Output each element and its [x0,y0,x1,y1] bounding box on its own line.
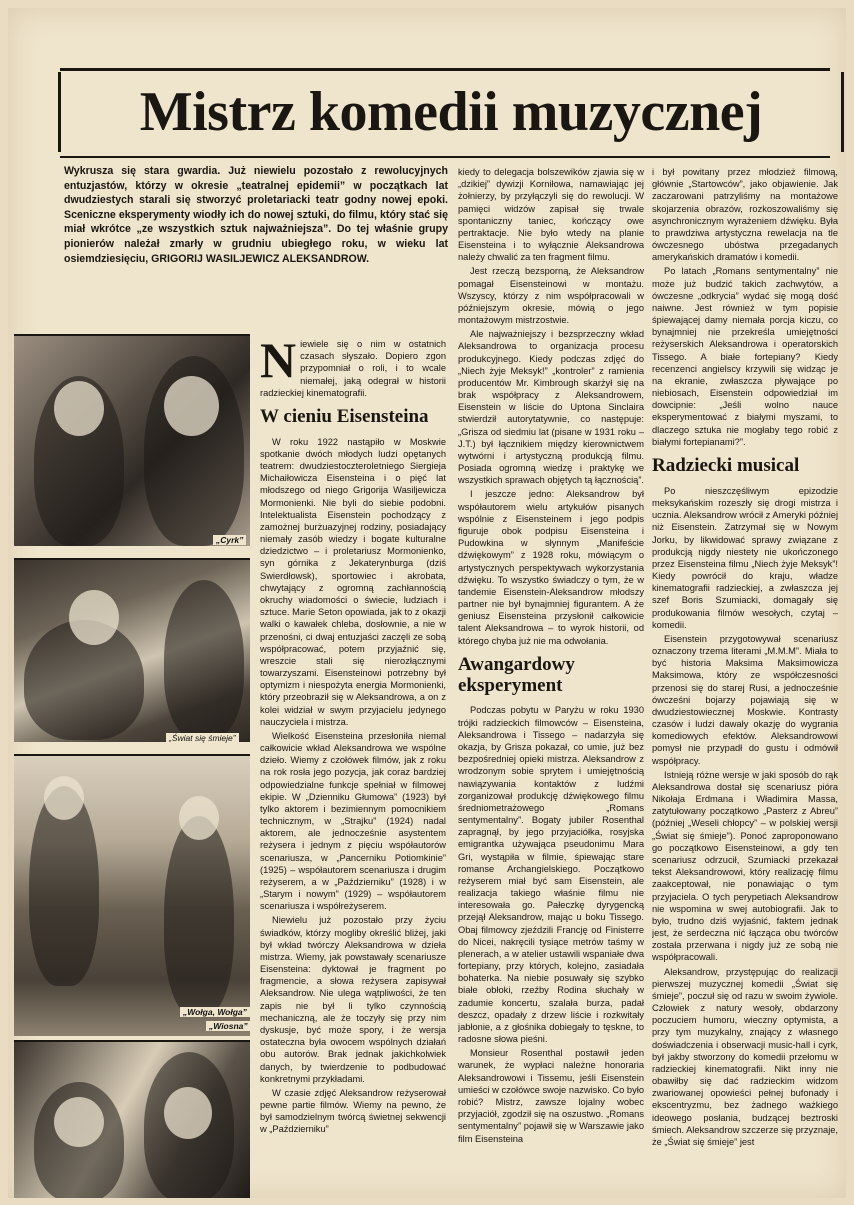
photo-cyrk [14,334,250,546]
paragraph: Monsieur Rosenthal postawił jeden warunek, że wypłaci należne honoraria Aleksandrowowi i Tissemu, jeśli Eisenstein umieści w czołówce swoje nazwisko. Co było robić? Mistrz, zawsze lojalny wobec przyjaciół, zgodził się na oszustwo. „Romans sentymentalny” pojawił się w Warszawie jako film Eisensteina [458,1048,644,1144]
photo-face [164,1087,212,1139]
paragraph: Po nieszczęśliwym epizodzie meksykańskim rozeszły się drogi mistrza i ucznia. Aleksandrow wrócił z Ameryki później niż Eisenstein. Zatrzymał się w Nowym Jorku, by likwidować sprawy związane z produkcją nigdy niestety nie ukończonego przez Eisensteina filmu „Niech żyje Meksyk”! Kiedy powrócił do kraju, władze kinematografii radzieckiej, a zwłaszcza jej szef Boris Szumiacki, domagały się produkowania filmów wesołych, czytaj – komedii. [652,485,838,630]
section-heading-radziecki-musical: Radziecki musical [652,454,800,476]
paragraph: I jeszcze jedno: Aleksandrow był współautorem wielu artykułów pisanych wspólnie z Eisensteinem i jego podpis figuruje obok podpisu Eisensteina i Pudowkina w słynnym „Manifeście dźwiękowym” z 1928 roku, mówiącym o artystycznych perspektywach wykorzystania dźwięku. To wszystko świadczy o tym, że w tandemie Eisenstein-Aleksandrow młodszy partner nie był bynajmniej figurantem. A że geniusz Eisensteina przysłonił całkowicie talent Aleksandrowa – to wyrok historii, od którego chyba już nie ma odwołania. [458,489,644,646]
title-bottom-rule [60,156,830,158]
paragraph: Eisenstein przygotowywał scenariusz oznaczony trzema literami „M.M.M”. Miała to być historia Maksima Maksimowicza Maksimowa, który ze współczesności przenosi się do starej Rusi, a jednocześnie ówcześni bojarzy pojawiają się w dwudziestowiecznej Moskwie. Kontrasty czasów i ludzi dawały okazję do wygrania komediowych efektów. Aleksandrowowi pomysł nie przypadł do gustu i odmówił współpracy. [652,633,838,766]
caption-wiosna: „Wiosna” [206,1021,251,1031]
photo-figure [164,816,234,1016]
photo-wiosna [14,1040,250,1198]
caption-swiat-sie-smieje: „Świat się śmieje” [166,733,239,743]
caption-wolga-wolga: „Wołga, Wołga” [180,1007,250,1017]
paragraph: W roku 1922 nastąpiło w Moskwie spotkanie dwóch młodych ludzi opętanych teatrem: dwudziestoczteroletniego Siergieja Michaiłowicza Eisensteina i o pięć lat młodszego od niego Grigorija Wasiljewicza Mormonienki. Nie byli do siebie podobni. Intelektualista Eisenstein pochodzący z zamożnej burżuazyjnej rodziny, posiadający niemały zasób wiedzy i bogate kulturalne dziedzictwo – i proletariusz Mormonienko, syn górnika z Jekaterynburga (dziś Swierdłowsk), sportowiec i akrobata, chwytający z ogromną zachłannością okruchy wiadomości o świecie, ludziach i sztuce. Marie Seton opowiada, jak to z okazji walki o kawałek chleba, dosłownie, a nie w przenośni, ci dwaj entuzjaści zaczęli ze sobą współpracować, potem przyjaźnić się, wreszcie stali się nierozłącznymi towarzyszami. Eisensteinowi potrzebny był optymizm i niespożyta energia Mormonienki, który przeobraził się w Aleksandrowa, a on z kolei widział w swym przyjacielu jedynego nauczyciela i mistrza. [260,436,446,727]
text-column-3 [458,166,644,1196]
paragraph: Jest rzeczą bezsporną, że Aleksandrow pomagał Eisensteinowi w montażu. Wszyscy, którzy z nim współpracowali w późniejszym okresie, mówią o jego montażowym mistrzostwie. [458,266,644,326]
photo-face [54,1097,104,1147]
photo-face [44,776,84,820]
photo-face [164,376,219,436]
photo-face [179,796,219,840]
paragraph: W czasie zdjęć Aleksandrow reżyserował pewne partie filmów. Wiemy na pewno, że był samodzielnym twórcą świetnej sekwencji w „Październiku” [260,1087,446,1135]
photo-wolga-wolga [14,754,250,1036]
photo-swiat-sie-smieje [14,558,250,742]
drop-cap: N [260,338,297,388]
paragraph: Aleksandrow, przystępując do realizacji pierwszej muzycznej komedii „Świat się śmieje”, poczuł się od razu w swoim żywiole. Człowiek z natury wesoły, obdarzony poczuciem humoru, wieczny optymista, a przy tym muzykalny, znający z własnego doświadczenia i obserwacji music-hall i cyrk, był jakby stworzony do komedii przełomu w radzieckiej kinematografii. Nikt inny nie obawiłby się dać radzieckim widzom zwariowanej opowieści pełnej bufonady i ekscentryzmu, bez żadnego ważkiego ideowego posłania, budzącej beztroski śmiech. Aleksandrow szczerze się przyznaje, że „Świat się śmieje” jest [652,966,838,1147]
magazine-page [8,8,846,1198]
intro-text: iewiele się o nim w ostatnich czasach słyszało. Dopiero zgon przypomniał o roli, i to wcale niemałej, jaką odegrał w historii radzieckiej kinematografii. [260,339,446,398]
paragraph: Podczas pobytu w Paryżu w roku 1930 trójki radzieckich filmowców – Eisensteina, Aleksandrowa i Tissego – nadarzyła się okazja, by Grisza pokazał, co umie, już bez bezpośredniej opieki mistrza. Aleksandrow z wrodzonym sobie sprytem i umiejętnością nawiązywania kontaktów z ludźmi zorganizował produkcję dźwiękowego filmu średniometrażowego „Romans sentymentalny”. Bogaty jubiler Rosenthal zapragnął, by jego przyjaciółka, rosyjska emigrantka używająca pseudonimu Mara Gri, wystąpiła w filmie, śpiewając stare romanse Archangielskiego. Początkowo reżyserem miał być sam Eisenstein, ale realizacja takiego właśnie filmu nie interesowała go. Pałeczkę dyrygencką przejął Aleksandrow, mając u boku Tissego. Obaj filmowcy zjeździli Francję od Finisterre do Nicei, nakręcili tysiące metrów taśmy w plenerach, a w atelier ustawili wspaniałe dwa fortepiany, przy których, kolejno, zasiadała bohaterka. Na niebie posuwały się szybko białe obłoki, rzeźby Rodina słuchały w zadumie koncertu, szalała burza, padał deszcz, opadały z drzew liście i rozkwitały jabłonie, a z głośnika dobiegały to tęskne, to radosne słowa pieśni. [458,705,644,1045]
title-top-rule [60,68,830,71]
intro-paragraph [260,338,446,399]
article-lead: Wykrusza się stara gwardia. Już niewielu pozostało z rewolucyjnych entuzjastów, którzy w okresie „teatralnej epidemii” w początkach lat dwudziestych starali się stworzyć proletariacki teatr godny nowej epoki. Sceniczne eksperymenty wiodły ich do nowej sztuki, do filmu, który stać się miał wkrótce „ze wszystkich sztuk najważniejsza”. Do tej właśnie grupy pionierów należał zmarły w grudniu ubiegłego roku, w wieku lat osiemdziesięciu, GRIGORIJ WASILJEWICZ ALEKSANDROW. [64,165,448,265]
paragraph: Po latach „Romans sentymentalny” nie może już budzić takich zachwytów, a ówczesne „odkrycia” wydać się mogą dość naiwne. Jest również w tym popisie śpiewającej damy niemała porcja kiczu, co bynajmniej nie przekreśla umiejętności reżyserskich Aleksandrowa i operatorskich Tissego. A białe fortepiany? Kiedy recenzenci angielscy krzywili się widząc je na ekranie, zwłaszcza pływające po niebiosach, Eisenstein odpowiedział im dowcipnie: „Jeśli wolno nauce eksperymentować z białymi myszami, to dlaczego sztuka nie mogłaby tego robić z białymi fortepianami?”. [652,266,838,447]
paragraph: kiedy to delegacja bolszewików zjawia się w „dzikiej” dywizji Korniłowa, namawiając jej żołnierzy, by przyłączyli się do rewolucji. W pamięci widzów zapisał się trwale spontaniczny taniec, kończący owe pertraktacje. Nie było wtedy na planie Eisensteina i to wyłącznie Aleksandrowa należy chwalić za ten fragment filmu. [458,167,644,263]
photo-figure [164,580,244,740]
photo-face [69,590,119,645]
text-column-2 [260,338,446,1188]
paragraph: i był powitany przez młodzież filmową, głównie „Startowców”, jako objawienie. Jak zaczarowani patrzyliśmy na montażowe skojarzenia obrazów, rozkoszowaliśmy się asynchronicznym wyrażeniem dźwięku. Była to prawdziwa artystyczna rewelacja na tle ówczesnego ubóstwa przegadanych amerykańskich dramatów i komedii. [652,167,838,263]
photo-face [54,381,104,436]
paragraph: Wielkość Eisensteina przesłoniła niemal całkowicie wkład Aleksandrowa we wspólne dzieło. Wiemy z czołówek filmów, jak z roku na rok rosła jego pozycja, jak coraz bardziej odpowiedzialne funkcje spełniał w filmowej ekipie. W „Dzienniku Głumowa” (1923) był tylko aktorem i bezimiennym pomocnikiem technicznym, w „Strajku” (1924) nadal aktorem, ale jednocześnie asystentem reżysera i jednym z pięciu współautorów scenariusza, w „Pancerniku Potiomkinie” (1925) – współautorem scenariusza i drugim reżyserem, a w „Październiku” (1928) i w „Starym i nowym” (1929) – współautorem scenariusza i współreżyserem. [260,730,446,912]
paragraph: Istnieją różne wersje w jaki sposób do rąk Aleksandrowa dostał się scenariusz pióra Nikołaja Erdmana i Władimira Massa, zatytułowany początkowo „Pasterz z Abreu” (później „Weseli chłopcy” – w polskiej wersji „Świat się śmieje”). Ponoć zaproponowano go początkowo Eisensteinowi, a gdy ten scenariusz odrzucił, Szumiacki przekazał tekst Aleksandrowowi, który realizację filmu zaakceptował, nie ponawiając o tym przyjaciela. O tych perypetiach Aleksandrow nie wspomina w swej autobiografii. Jak to było, trudno dziś wyjaśnić, faktem jednak jest, że serdeczna nić łącząca obu twórców została przerwana i nigdy już ze sobą nie współpracowali. [652,769,838,963]
paragraph: Ale najważniejszy i bezsprzeczny wkład Aleksandrowa to organizacja procesu produkcyjnego. Kiedy podczas zdjęć do „Niech żyje Meksyk!” „kontroler” z ramienia producentów Mr. Kimbrough skarżył się na brak współpracy z Aleksandrowem, Eisenstein w liście do Uptona Sinclaira stwierdził autorytatywnie, co następuje: „Grisza od siedmiu lat (pisane w 1931 roku – J.T.) był łącznikiem między kierownictwem wytwórni i artystyczną produkcją filmu. Posiada ogromną wiedzę i praktykę we wszystkich sprawach objętych tą łącznością”. [458,329,644,486]
caption-cyrk: „Cyrk” [213,535,246,545]
section-heading-awangardowy: Awangardowy eksperyment [458,653,575,696]
section-heading-w-cieniu: W cieniu Eisensteina [260,405,429,427]
article-title: Mistrz komedii muzycznej [58,72,844,152]
paragraph: Niewielu już pozostało przy życiu świadków, którzy mogliby określić bliżej, jaki był wkład twórczy Aleksandrowa w dzieła mistrza. Wiemy, jak powstawały scenariusze Eisensteina: dyktował je fragment po fragmencie, a słowa reżysera zapisywał Aleksandrow. Nie ulega wątpliwości, że ten zapis nie był li tylko czynnością mechaniczną, ale że toczyły się przy nim dyskusje, być może spory, i że wersja ostateczna była owocem wspólnych działań obu autorów. Brak jednak jakichkolwiek danych, by twierdzenie to podbudować konkretnymi przykładami. [260,915,446,1084]
text-column-4 [652,166,838,1196]
